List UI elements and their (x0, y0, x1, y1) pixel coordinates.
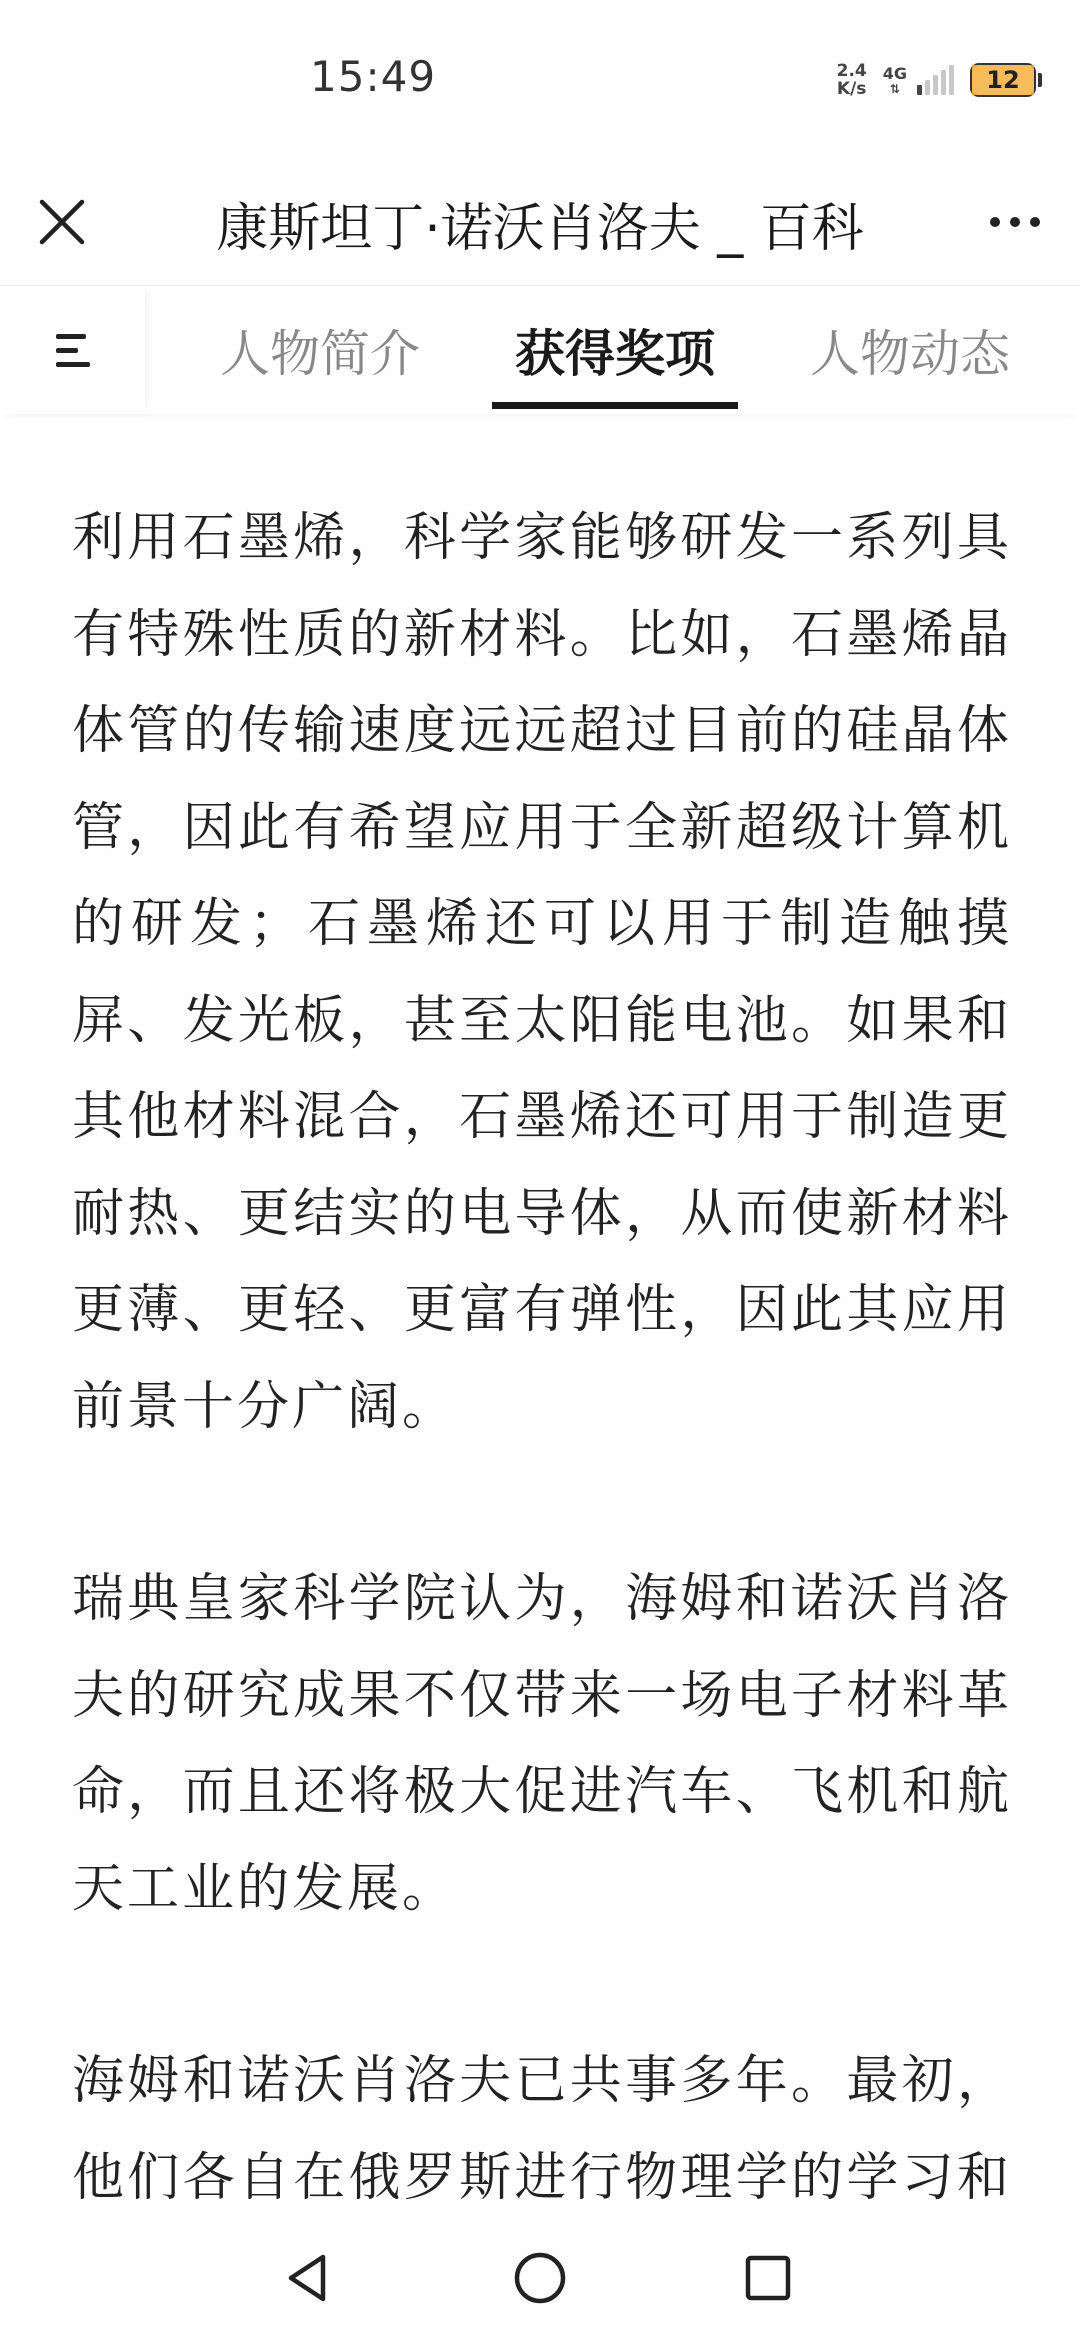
signal-bar (941, 70, 946, 95)
network-speed (837, 62, 867, 98)
page-title: 康斯坦丁·诺沃肖洛夫 _ 百科 (216, 199, 864, 259)
menu-icon (56, 334, 90, 367)
title-bar (0, 160, 1080, 285)
more-icon-dot (990, 217, 1000, 227)
status-indicators (837, 58, 1042, 102)
recents-square-icon (743, 2253, 793, 2303)
tab-awards[interactable]: 获得奖项 (515, 325, 715, 383)
signal-bar (925, 80, 930, 95)
menu-button[interactable] (0, 286, 145, 414)
status-bar (0, 0, 1080, 160)
back-button[interactable] (268, 2238, 348, 2318)
signal-bar (933, 75, 938, 95)
signal-strength-icon (917, 65, 954, 95)
back-triangle-icon (283, 2252, 333, 2304)
network-speed-unit: K/s (836, 79, 867, 99)
recents-button[interactable] (728, 2238, 808, 2318)
article-content (72, 490, 1012, 2210)
close-icon (39, 199, 85, 245)
network-type-label: 4G (882, 64, 907, 83)
more-icon-dot (1010, 217, 1020, 227)
network-speed-value: 2.4 (836, 61, 867, 81)
data-arrows-icon: ⇅ (889, 82, 900, 96)
network-type (883, 65, 907, 95)
tab-profile[interactable]: 人物简介 (220, 325, 420, 383)
article-paragraph: 利用石墨烯，科学家能够研发一系列具有特殊性质的新材料。比如，石墨烯晶体管的传输速度远远超过目前的硅晶体管，因此有希望应用于全新超级计算机的研发；石墨烯还可以用于制造触摸屏、发光板，甚至太阳能电池。如果和其他材料混合，石墨烯还可用于制造更耐热、更结实的电导体，从而使新材料更薄、更轻、更富有弹性，因此其应用前景十分广阔。 (72, 508, 1012, 1437)
system-navigation-bar (0, 2222, 1080, 2340)
more-icon-dot (1030, 217, 1040, 227)
article-paragraph: 瑞典皇家科学院认为，海姆和诺沃肖洛夫的研究成果不仅带来一场电子材料革命，而且还将极大促进汽车、飞机和航天工业的发展。 (72, 1569, 1012, 1919)
battery-icon (970, 63, 1036, 97)
tab-bar (0, 286, 1080, 414)
home-button[interactable] (500, 2238, 580, 2318)
signal-bar (949, 65, 954, 95)
battery-level: 12 (986, 66, 1020, 94)
close-button[interactable] (30, 190, 94, 254)
signal-bar (917, 85, 922, 95)
active-tab-indicator (492, 402, 738, 409)
more-options-button[interactable] (980, 190, 1050, 254)
article-paragraph: 海姆和诺沃肖洛夫已共事多年。最初，他们各自在俄罗斯进行物理学的学习和 (72, 2051, 1012, 2208)
tab-news[interactable]: 人物动态 (810, 325, 1010, 383)
home-circle-icon (512, 2250, 568, 2306)
status-time: 15:49 (310, 52, 437, 101)
battery-cap (1038, 73, 1042, 87)
